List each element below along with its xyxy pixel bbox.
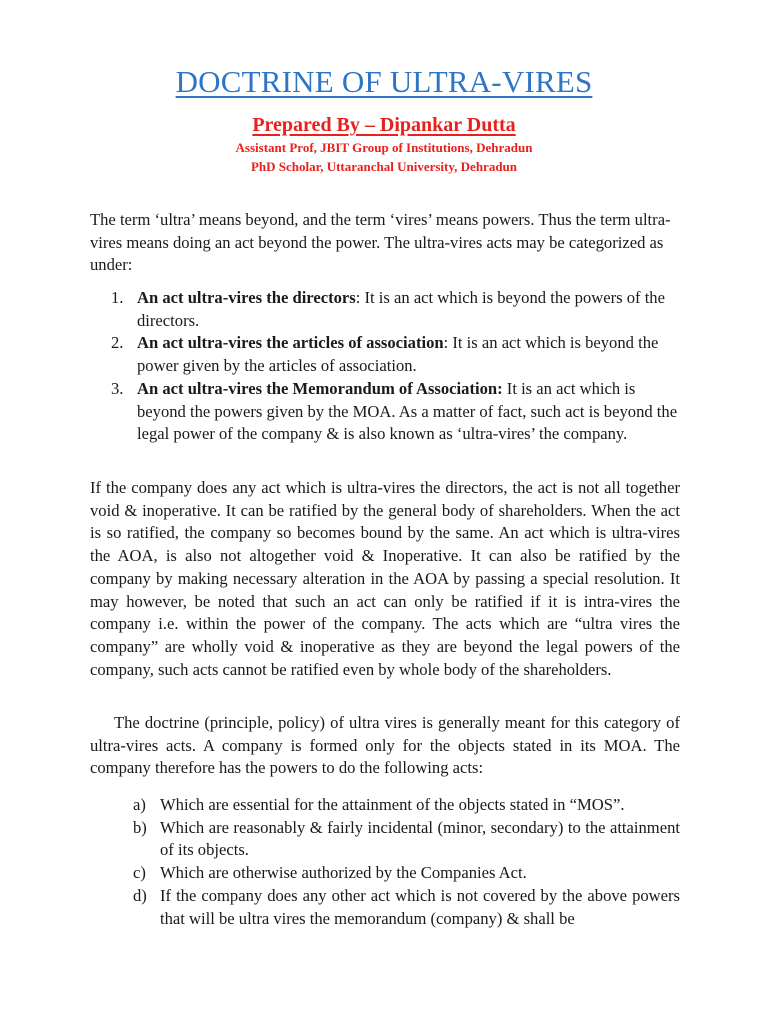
intro-paragraph: The term ‘ultra’ means beyond, and the term ‘vires’ means powers. Thus the term ultra-vires means doing an act beyond the power. The ultra-vires acts may be categorized as under: [90, 210, 671, 275]
powers-list [90, 794, 680, 930]
list-marker: d) [133, 885, 147, 905]
list-marker: 2. [111, 333, 124, 353]
list-marker: a) [133, 795, 146, 814]
list-marker: 3. [111, 378, 124, 398]
list-item [90, 794, 680, 817]
list-item-text: Which are essential for the attainment of the objects stated in “MOS”. [160, 795, 625, 814]
list-item-heading: An act ultra-vires the articles of association [137, 333, 444, 353]
affiliation-1: Assistant Prof, JBIT Group of Institutions, Dehradun [235, 140, 533, 155]
doctrine-paragraph: The doctrine (principle, policy) of ultra vires is generally meant for this category of ultra-vires acts. A company is formed only for the objects stated in its MOA. The company therefore has the powers to do the following acts: [90, 713, 680, 778]
list-item [90, 862, 680, 885]
list-marker: 1. [111, 288, 124, 307]
list-item-text: It is an act which is beyond the powers given by the MOA. As a matter of fact, such act is beyond the legal power of the company & is also known as ‘ultra-vires’ the company. [137, 378, 678, 444]
list-item-text: : It is an act which is beyond the power given by the articles of association. [137, 333, 659, 376]
list-item-heading: An act ultra-vires the directors [137, 288, 356, 307]
list-item-heading: An act ultra-vires the Memorandum of Association: [137, 378, 503, 398]
list-item-text: Which are otherwise authorized by the Companies Act. [160, 863, 527, 883]
list-item [90, 378, 680, 446]
list-item [90, 287, 680, 332]
ratification-paragraph: If the company does any act which is ultra-vires the directors, the act is not all together void & inoperative. It can be ratified by the general body of shareholders. When the act is so ratified, the company so becomes bound by the same. An act which is ultra-vires the AOA, is also not altogether void & Inoperative. It can also be ratified by the company by making necessary alteration in the AOA by passing a special resolution. It may however, be noted that such an act can only be ratified if it is intra-vires the company i.e. within the power of the company. The acts which are “ultra vires the company” are wholly void & inoperative as they are beyond the legal powers of the company, such acts cannot be ratified even by whole body of the shareholders. [90, 478, 680, 679]
list-marker: b) [133, 817, 147, 837]
document-title: DOCTRINE OF ULTRA-VIRES [175, 64, 593, 99]
list-item-text: : It is an act which is beyond the powers of the directors. [137, 288, 665, 330]
author-line: Prepared By – Dipankar Dutta [252, 114, 516, 136]
categories-list [90, 287, 680, 446]
list-item-text: If the company does any other act which is not covered by the above powers that will be ultra vires the memorandum (company) & shall be [160, 885, 680, 928]
list-item [90, 332, 680, 377]
list-item-text: Which are reasonably & fairly incidental (minor, secondary) to the attainment of its objects. [160, 817, 680, 860]
list-marker: c) [133, 863, 146, 883]
list-item [90, 817, 680, 862]
affiliation-2: PhD Scholar, Uttaranchal University, Dehradun [250, 159, 518, 174]
list-item [90, 885, 680, 930]
